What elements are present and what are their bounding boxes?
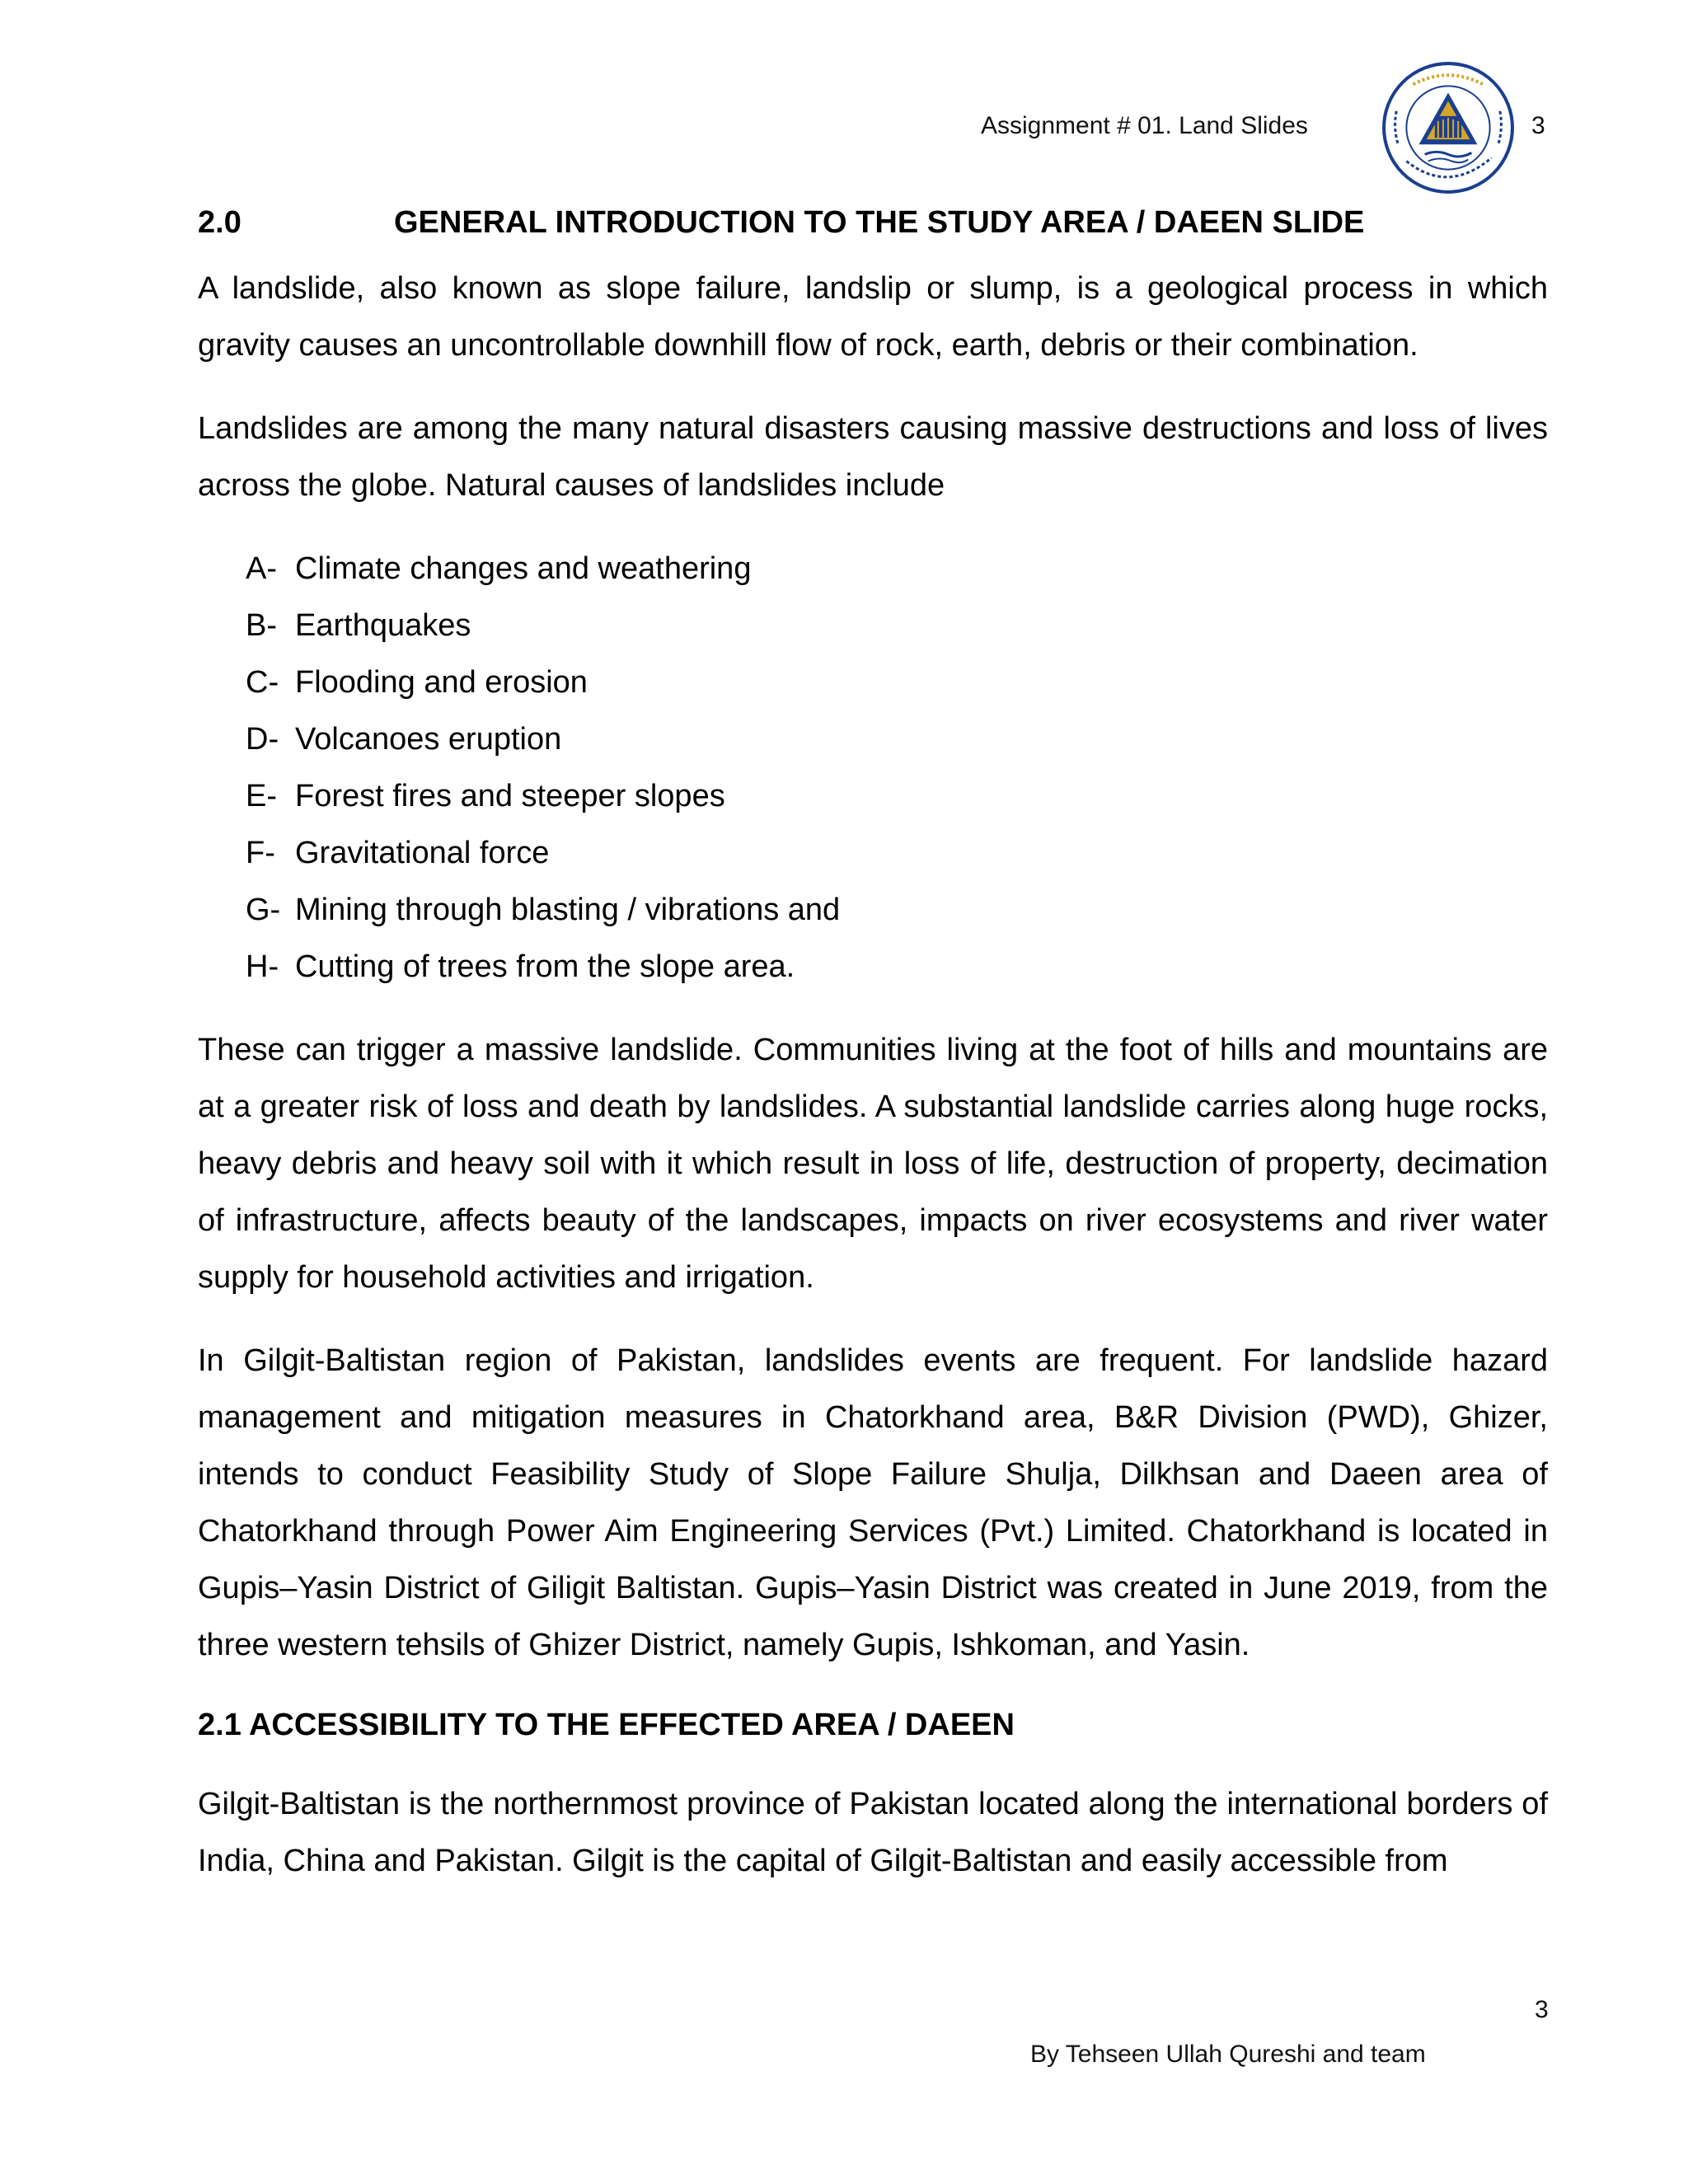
causes-list xyxy=(198,541,1548,996)
list-marker: D- xyxy=(246,722,279,757)
subsection-heading: 2.1 ACCESSIBILITY TO THE EFFECTED AREA / DAEEN xyxy=(198,1708,1015,1742)
document-body xyxy=(198,188,1548,1916)
list-marker: A- xyxy=(246,551,277,586)
list-item-text: Climate changes and weathering xyxy=(295,551,752,586)
list-item xyxy=(246,768,1548,825)
list-item xyxy=(246,541,1548,598)
list-item-text: Cutting of trees from the slope area. xyxy=(295,949,795,984)
header-title: Assignment # 01. Land Slides xyxy=(981,112,1308,139)
header-page-number: 3 xyxy=(1531,112,1545,139)
list-item-text: Earthquakes xyxy=(295,608,471,643)
list-marker: H- xyxy=(246,949,279,984)
list-item-text: Forest fires and steeper slopes xyxy=(295,779,725,813)
section-heading xyxy=(198,198,1548,247)
list-item xyxy=(246,825,1548,882)
footer-page-number: 3 xyxy=(1535,1996,1549,2023)
paragraph-definition: A landslide, also known as slope failure, landslip or slump, is a geological process in which gravity causes an uncontrollable downhill flow of rock, earth, debris or their combination. xyxy=(198,271,1548,363)
list-item-text: Mining through blasting / vibrations and xyxy=(295,893,841,927)
list-item xyxy=(246,939,1548,996)
list-marker: E- xyxy=(246,779,277,813)
list-marker: B- xyxy=(246,608,277,643)
university-seal-icon xyxy=(1381,61,1515,194)
list-item-text: Flooding and erosion xyxy=(295,665,588,700)
paragraph-impacts: These can trigger a massive landslide. Communities living at the foot of hills and mountains are at a greater risk of loss and death by landslides. A substantial landslide carries along huge rocks, heavy debris and heavy soil with it which result in loss of life, destruction of property, decimation of infrastructure, affects beauty of the landscapes, impacts on river ecosystems and river water supply for household activities and irrigation. xyxy=(198,1033,1548,1295)
list-marker: F- xyxy=(246,836,275,870)
paragraph-natural-causes: Landslides are among the many natural disasters causing massive destructions and loss of lives across the globe. Natural causes of landslides include xyxy=(198,411,1548,503)
paragraph-gilgit-baltistan: In Gilgit-Baltistan region of Pakistan, landslides events are frequent. For landslide hazard management and mitigation measures in Chatorkhand area, B&R Division (PWD), Ghizer, intends to conduct Feasibility Study of Slope Failure Shulja, Dilkhsan and Daeen area of Chatorkhand through Power Aim Engineering Services (Pvt.) Limited. Chatorkhand is located in Gupis–Yasin District of Giligit Baltistan. Gupis–Yasin District was created in June 2019, from the three western tehsils of Ghizer District, namely Gupis, Ishkoman, and Yasin. xyxy=(198,1343,1548,1662)
list-item-text: Volcanoes eruption xyxy=(295,722,562,757)
paragraph-accessibility: Gilgit-Baltistan is the northernmost province of Pakistan located along the international borders of India, China and Pakistan. Gilgit is the capital of Gilgit-Baltistan and easily accessible from xyxy=(198,1787,1548,1878)
footer-author: By Tehseen Ullah Qureshi and team xyxy=(1030,2041,1426,2068)
list-marker: G- xyxy=(246,893,281,927)
list-item xyxy=(246,711,1548,768)
section-number: 2.0 xyxy=(198,205,241,240)
list-item xyxy=(246,882,1548,939)
list-item-text: Gravitational force xyxy=(295,836,550,870)
list-marker: C- xyxy=(246,665,279,700)
list-item xyxy=(246,598,1548,654)
list-item xyxy=(246,654,1548,711)
section-title: GENERAL INTRODUCTION TO THE STUDY AREA / DAEEN SLIDE xyxy=(394,205,1365,240)
